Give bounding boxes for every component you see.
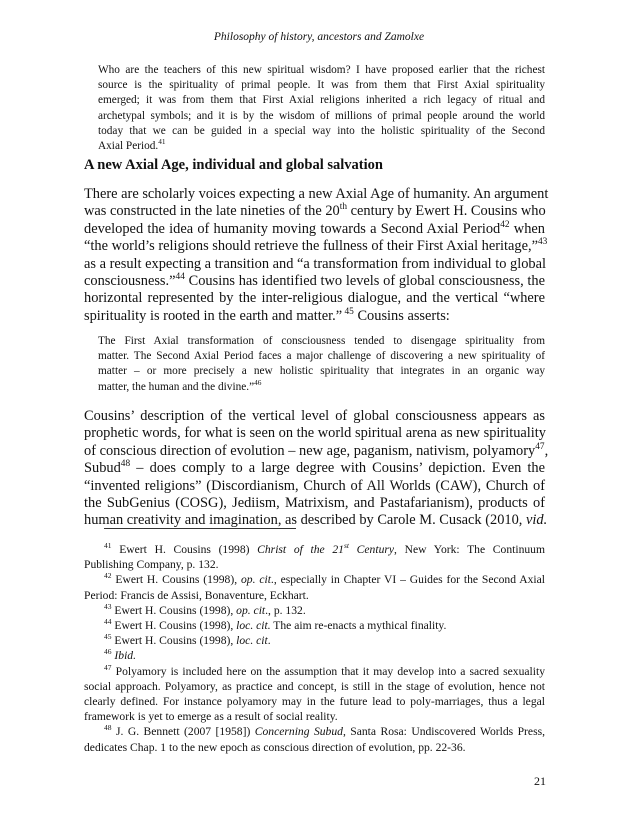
text-line [84,664,545,679]
paragraph-cousins-description [84,408,549,530]
footnote-43 [84,603,545,618]
text-line: social approach. Polyamory, as practice and concept, is still in the stage of evolution, hence not [84,679,545,693]
book-title: Concerning Subud [254,725,343,739]
text-line [84,572,545,587]
text-line: clearly defined. For instance polyamory may in the future lead to poly-marriages, thus a legal [84,695,545,709]
text-run: as a result expecting a transition and “a transformation from individual to global [84,255,546,272]
text-run: J. G. Bennett (2007 [1958]) [111,725,255,739]
text-run: spirituality is rooted in the earth and matter.” [84,307,343,324]
footnote-ref: 45 [342,307,354,318]
footnote-48 [84,724,545,754]
footnote-number: 45 [104,632,112,642]
text-line [84,203,545,220]
text-line: framework is yet to emerge as a result of social reality. [84,710,338,724]
text-run: Cousins has identified two levels of global consciousness, the [184,273,545,290]
text-line: dedicates Chap. 1 to the new epoch as conscious direction of evolution, pp. 22-36. [84,740,466,754]
text-run: Ewert H. Cousins (1998), [111,634,237,648]
italic-text: op. cit [236,603,266,617]
text-run: horizontal represented by the inter-religious dialogue, and the vertical “where [84,290,545,307]
text-run: The aim re-enacts a mythical finality. [270,619,447,633]
text-run: of conscious direction of evolution – new age, paganism, nativism, polyamory [84,442,536,459]
text-line [84,221,545,238]
footnote-ref: 41 [158,137,166,147]
quote-line: matter. The Second Axial Period faces a major challenge of discovering a new spirituality of [98,350,545,363]
text-line [84,408,545,425]
text-run: – does comply to a large degree with Cousins’ depiction. Even the [130,460,545,477]
footnote-number: 44 [104,617,112,627]
block-quote-second-axial [98,334,545,395]
footnote-ref: 48 [120,459,131,470]
quote-text: matter, the human and the divine.” [98,380,255,393]
footnote-ref: 46 [254,377,262,387]
text-run: ., especially in Chapter VI – Guides for the Second Axial [270,573,545,587]
italic-text: op. cit [240,573,271,587]
book-title: Christ of the 21 [257,543,344,556]
footnote-separator [104,528,296,529]
text-run: developed the idea of humanity moving towards a Second Axial Period [84,220,501,237]
footnote-ref: 44 [175,272,185,283]
text-line [84,256,545,273]
text-run: , Santa Rosa: Undiscovered Worlds Press, [342,725,545,739]
text-line [84,290,545,307]
text-run: human creativity and imagination, as described by Carole M. Cusack (2010, [84,512,523,529]
footnotes [84,542,545,755]
quote-line: matter – or more precisely a new holistic spirituality that integrates in an organic way [98,365,545,378]
footnote-42 [84,572,545,602]
text-line [84,495,545,512]
text-run: “invented religions” (Discordianism, Church of All Worlds (CAW), Church of [84,477,545,494]
text-run: Cousins’ description of the vertical level of global consciousness appears as [84,408,545,424]
footnote-41 [84,542,545,572]
text-line [84,237,548,255]
text-line [84,308,545,325]
book-title: Century [349,543,395,556]
text-run: Ewert H. Cousins (1998), [111,603,237,617]
footnote-number: 41 [104,541,112,551]
footnote-number: 43 [104,601,112,611]
text-run: Ewert H. Cousins (1998), [111,573,241,587]
paragraph-axial-age [84,186,549,325]
quote-text: Axial Period. [98,140,159,153]
text-line: Period: Francis de Assisi, Bonaventure, Eckhart. [84,588,309,602]
text-run: was constructed in the late nineties of the 20 [84,203,340,220]
footnote-ref: 42 [500,220,510,231]
text-line [84,460,545,477]
text-run: prophetic words, for what is seen on the world spiritual arena as new spirituality [84,425,546,442]
footnote-ref: 47 [535,442,545,453]
text-run: , [544,442,549,459]
footnote-number: 47 [104,662,112,672]
running-header: Philosophy of history, ancestors and Zamolxe [213,31,425,43]
text-run: century by Ewert H. Cousins who [347,203,546,220]
quote-line: source is the spirituality of primal people. It was from them that First Axial spirituality [98,79,545,92]
quote-line: archetypal symbols; and it is by the wisdom of millions of primal people around the world [98,109,545,122]
italic-text: Ibid. [111,649,137,663]
italic-text: loc. cit. [236,619,271,633]
quote-line [98,139,545,154]
text-run: Cousins asserts: [353,307,450,324]
text-line [84,724,545,739]
text-line [84,542,545,557]
footnote-number: 46 [104,647,112,657]
page-number: 21 [534,774,546,788]
section-heading: A new Axial Age, individual and global salvation [84,157,383,173]
footnote-47 [84,664,545,725]
quote-line [98,377,545,395]
text-run: Ewert H. Cousins (1998) [111,543,258,556]
text-line [84,273,545,290]
text-run: “the world’s religions should retrieve the fullness of their First Axial heritage,” [84,238,538,255]
italic-text: vid. [522,512,548,529]
text-line [84,425,545,442]
footnote-ref: 43 [538,237,548,248]
text-run: . [267,634,271,648]
text-line [84,442,549,460]
block-quote-primal-spirituality [98,63,545,154]
footnote-44 [84,618,545,633]
superscript: th [339,202,348,213]
quote-line: Who are the teachers of this new spiritual wisdom? I have proposed earlier that the richest [98,64,545,76]
text-line [84,478,545,495]
text-line: Publishing Company, p. 132. [84,558,219,572]
italic-text: loc. cit [236,634,268,648]
quote-line: The First Axial transformation of consciousness tended to disengage spirituality from [98,335,545,347]
text-run: There are scholarly voices expecting a new Axial Age of humanity. An argument [84,186,549,202]
text-run: consciousness.” [84,273,176,290]
superscript: st [343,541,349,551]
footnote-number: 42 [104,571,112,581]
text-line [84,186,549,203]
text-run: , New York: The Continuum [394,543,545,556]
text-run: Subud [84,460,121,477]
quote-line: emerged; it was from them that First Axial religions inherited a rich legacy of ritual and [98,94,545,107]
text-run: ., p. 132. [265,603,306,617]
quote-line: today that we can be guided in a special way into the holistic spirituality of the Second [98,124,545,137]
footnote-45 [84,633,545,648]
text-run: when [509,220,545,237]
footnote-46 [84,648,545,663]
text-run: Polyamory is included here on the assumption that it may develop into a sacred sexuality [111,664,545,678]
footnote-number: 48 [104,723,112,733]
text-run: Ewert H. Cousins (1998), [111,619,237,633]
text-run: the SubGenius (COSG), Jediism, Matrixism, and Pastafarianism), products of [84,495,545,512]
